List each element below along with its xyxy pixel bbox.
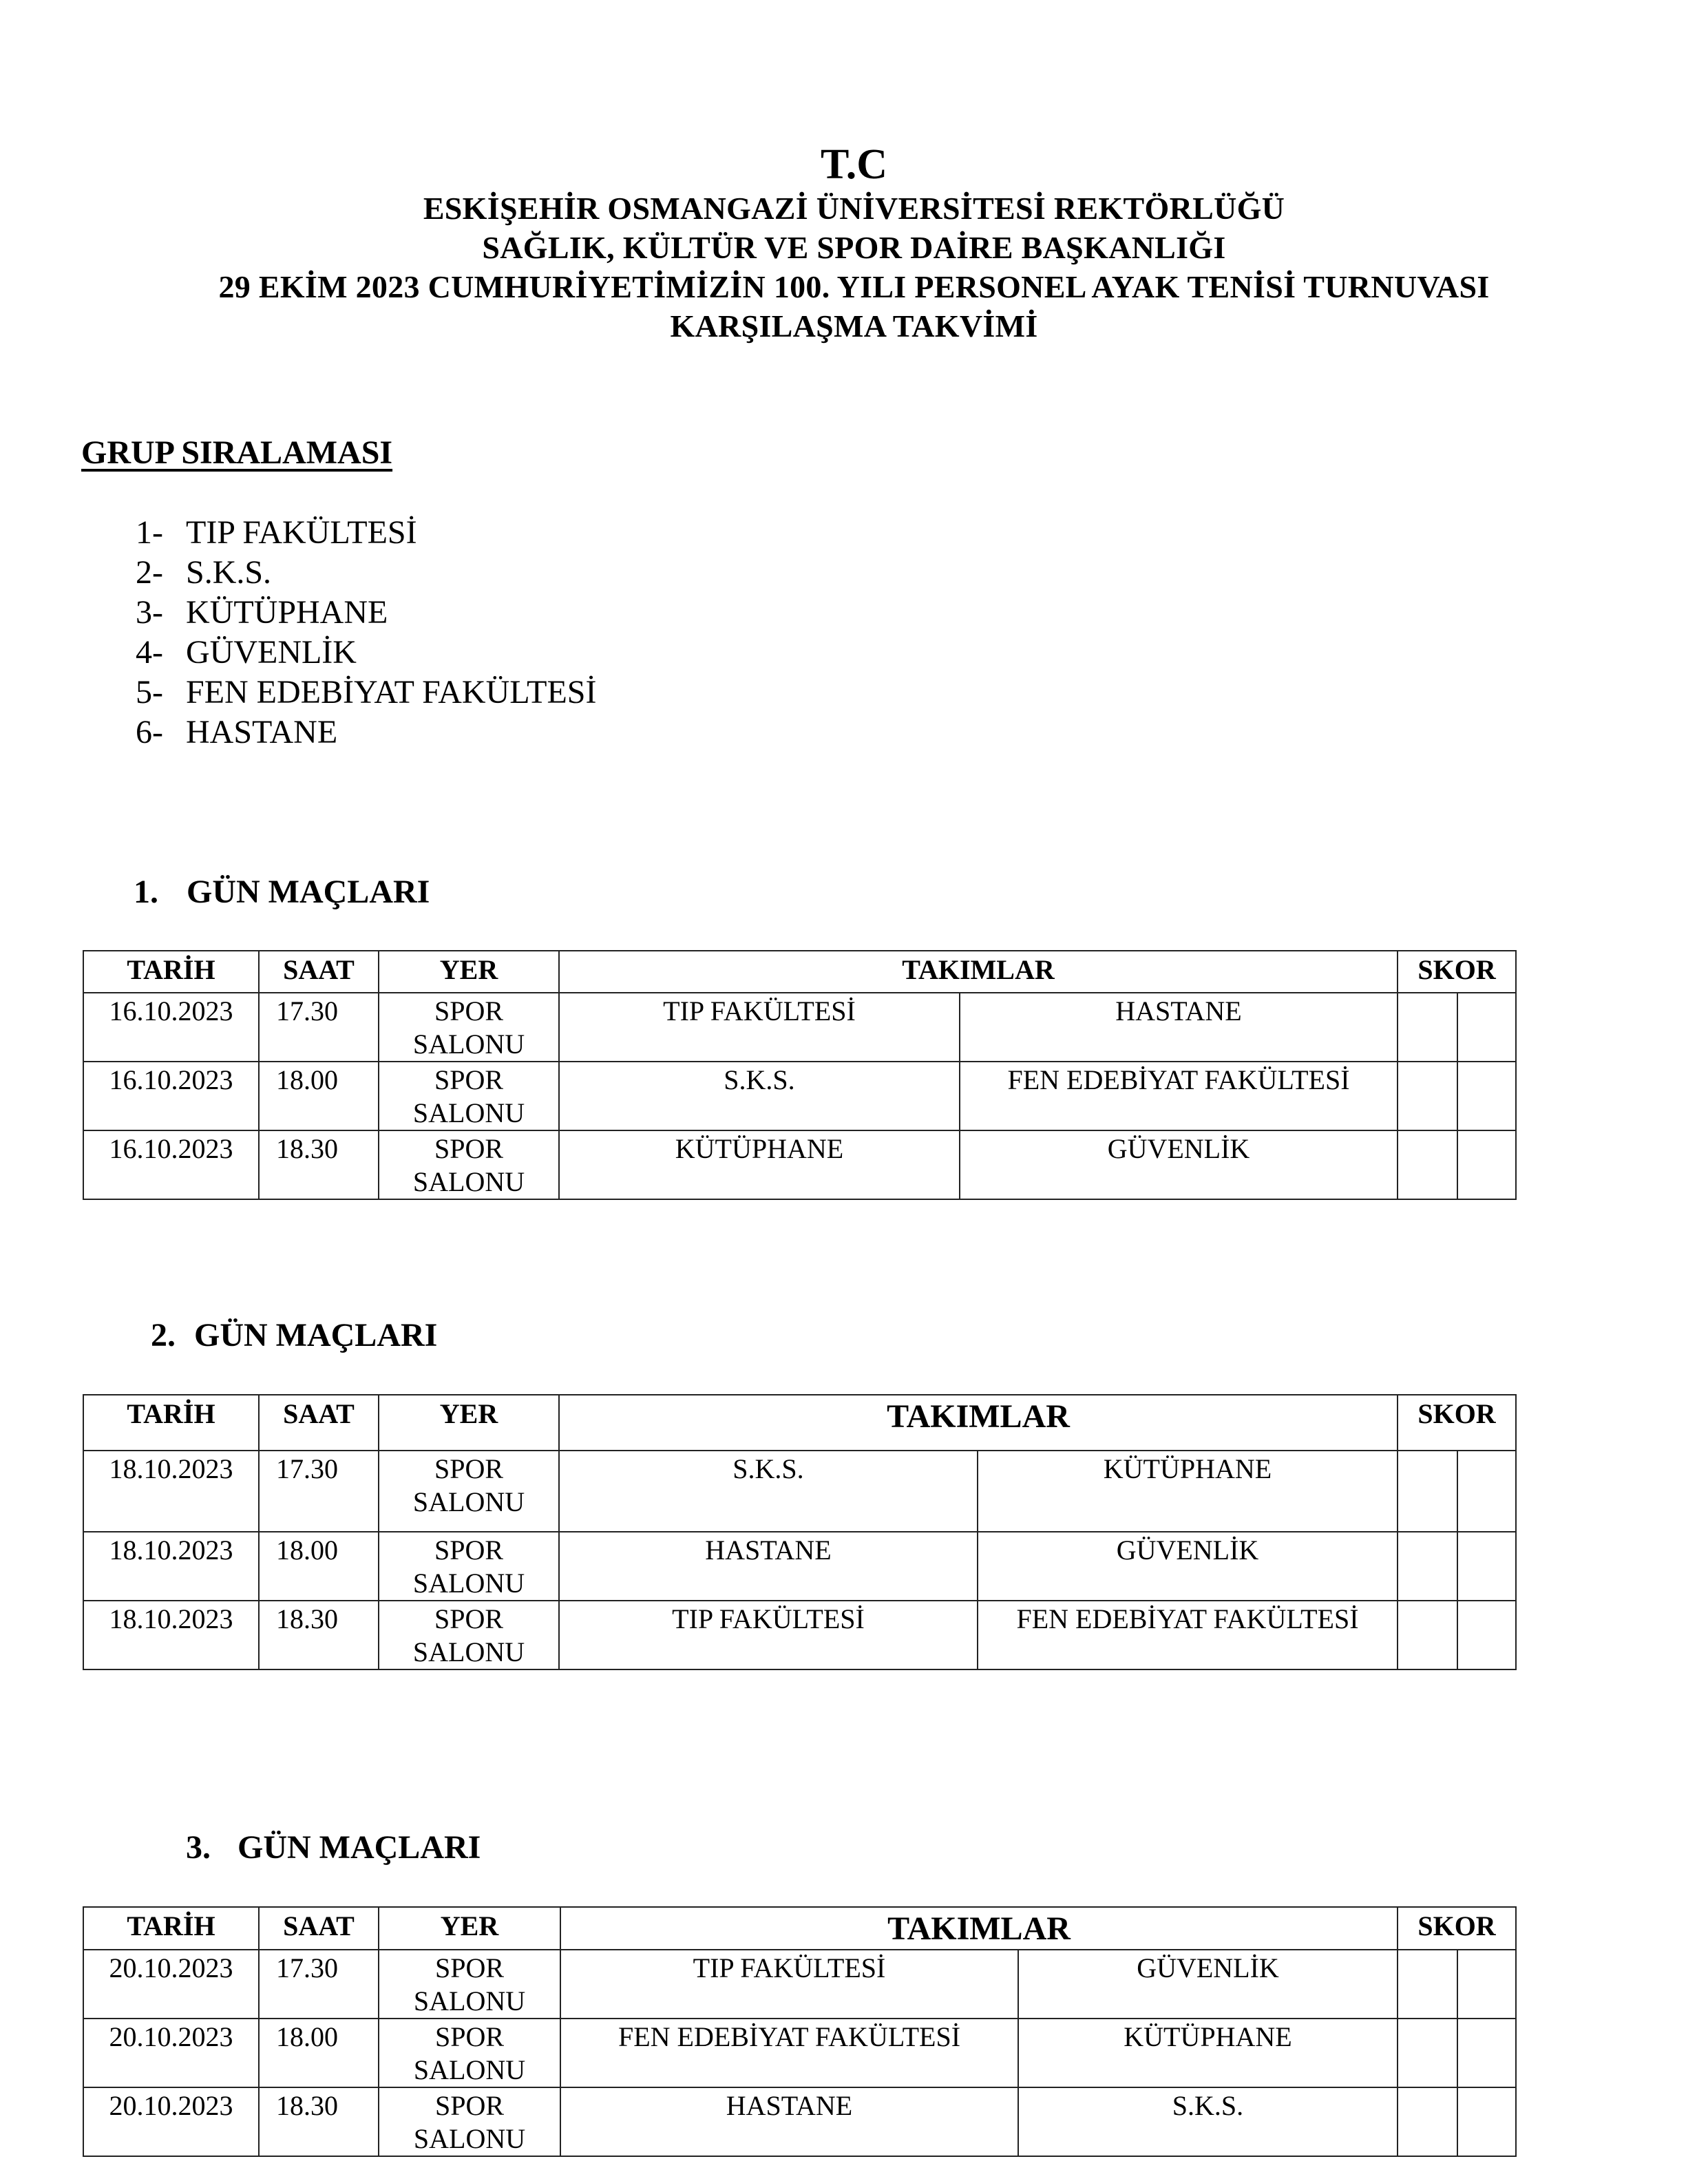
- team-away: KÜTÜPHANE: [1018, 2019, 1398, 2087]
- match-date: 16.10.2023: [83, 993, 259, 1062]
- col-saat: SAAT: [259, 1907, 379, 1950]
- match-place: [379, 1451, 559, 1532]
- match-date: 20.10.2023: [83, 2019, 259, 2087]
- team-home: TIP FAKÜLTESİ: [559, 1601, 978, 1669]
- ranking-number: 1-: [136, 514, 163, 551]
- team-away: FEN EDEBİYAT FAKÜLTESİ: [978, 1601, 1398, 1669]
- match-date: 20.10.2023: [83, 1950, 259, 2019]
- ranking-number: 5-: [136, 674, 163, 710]
- team-home: HASTANE: [560, 2087, 1018, 2156]
- team-home: S.K.S.: [559, 1451, 978, 1532]
- day-number: 3.: [186, 1829, 211, 1866]
- place-line: SPOR: [434, 1603, 504, 1634]
- place-line: SALONU: [412, 1029, 525, 1060]
- place-line: SALONU: [412, 1166, 525, 1197]
- match-row: [83, 1062, 1516, 1130]
- match-date: 18.10.2023: [83, 1601, 259, 1669]
- ranking-team: TIP FAKÜLTESİ: [186, 514, 417, 551]
- col-saat: SAAT: [259, 951, 379, 993]
- match-time: 18.30: [259, 1601, 379, 1669]
- match-row: [83, 1601, 1516, 1669]
- ranking-number: 6-: [136, 714, 163, 750]
- match-time: 18.30: [259, 1130, 379, 1199]
- ranking-number: 2-: [136, 554, 163, 591]
- team-home: TIP FAKÜLTESİ: [559, 993, 960, 1062]
- score-away[interactable]: [1457, 1062, 1516, 1130]
- day-3-table: [83, 1906, 1517, 2157]
- ranking-team: KÜTÜPHANE: [186, 594, 388, 631]
- team-home: HASTANE: [559, 1532, 978, 1601]
- place-line: SALONU: [413, 1985, 526, 2016]
- col-skor: SKOR: [1398, 1395, 1516, 1451]
- match-row: [83, 2087, 1516, 2156]
- match-place: [379, 1062, 559, 1130]
- match-date: 20.10.2023: [83, 2087, 259, 2156]
- place-line: SALONU: [412, 1486, 525, 1517]
- ranking-team: HASTANE: [186, 714, 338, 750]
- header-university: ESKİŞEHİR OSMANGAZİ ÜNİVERSİTESİ REKTÖRLÜĞÜ: [423, 191, 1285, 226]
- match-date: 16.10.2023: [83, 1130, 259, 1199]
- header-department: SAĞLIK, KÜLTÜR VE SPOR DAİRE BAŞKANLIĞI: [482, 230, 1226, 265]
- place-line: SPOR: [434, 1064, 504, 1095]
- day-title: GÜN MAÇLARI: [187, 874, 430, 910]
- match-row: [83, 2019, 1516, 2087]
- match-place: [379, 1130, 559, 1199]
- day-number: 2.: [151, 1317, 176, 1353]
- match-time: 18.00: [259, 2019, 379, 2087]
- day-1-table: [83, 950, 1517, 1200]
- team-away: GÜVENLİK: [960, 1130, 1398, 1199]
- match-place: [379, 1532, 559, 1601]
- score-home[interactable]: [1398, 2087, 1457, 2156]
- score-home[interactable]: [1398, 1532, 1457, 1601]
- col-yer: YER: [379, 1907, 560, 1950]
- match-time: 18.00: [259, 1532, 379, 1601]
- col-saat: SAAT: [259, 1395, 379, 1451]
- place-line: SALONU: [412, 1568, 525, 1599]
- team-away: KÜTÜPHANE: [978, 1451, 1398, 1532]
- header-schedule: KARŞILAŞMA TAKVİMİ: [670, 308, 1038, 344]
- score-away[interactable]: [1457, 2087, 1516, 2156]
- match-row: [83, 1950, 1516, 2019]
- place-line: SPOR: [434, 2021, 505, 2052]
- document-header: [0, 143, 1708, 346]
- day-title: GÜN MAÇLARI: [194, 1317, 438, 1353]
- day-2-table: [83, 1394, 1517, 1670]
- col-tarih: TARİH: [83, 1907, 259, 1950]
- place-line: SALONU: [413, 2123, 526, 2154]
- score-away[interactable]: [1457, 1451, 1516, 1532]
- group-ranking-title: GRUP SIRALAMASI: [81, 434, 393, 471]
- match-time: 18.30: [259, 2087, 379, 2156]
- score-away[interactable]: [1457, 2019, 1516, 2087]
- col-takimlar: TAKIMLAR: [559, 1395, 1398, 1451]
- ranking-team: FEN EDEBİYAT FAKÜLTESİ: [186, 674, 597, 710]
- place-line: SALONU: [413, 2054, 526, 2085]
- match-time: 17.30: [259, 1950, 379, 2019]
- header-tc: T.C: [820, 141, 888, 188]
- day-number: 1.: [134, 874, 158, 910]
- score-away[interactable]: [1457, 1130, 1516, 1199]
- team-away: HASTANE: [960, 993, 1398, 1062]
- score-home[interactable]: [1398, 1451, 1457, 1532]
- col-tarih: TARİH: [83, 1395, 259, 1451]
- place-line: SALONU: [412, 1636, 525, 1667]
- place-line: SPOR: [434, 2090, 505, 2121]
- col-yer: YER: [379, 1395, 559, 1451]
- match-place: [379, 993, 559, 1062]
- match-time: 17.30: [259, 1451, 379, 1532]
- team-home: KÜTÜPHANE: [559, 1130, 960, 1199]
- ranking-team: S.K.S.: [186, 554, 272, 591]
- match-date: 16.10.2023: [83, 1062, 259, 1130]
- score-home[interactable]: [1398, 1950, 1457, 2019]
- score-away[interactable]: [1457, 1950, 1516, 2019]
- score-away[interactable]: [1457, 1532, 1516, 1601]
- header-tournament: 29 EKİM 2023 CUMHURİYETİMİZİN 100. YILI PERSONEL AYAK TENİSİ TURNUVASI: [218, 269, 1490, 304]
- team-away: FEN EDEBİYAT FAKÜLTESİ: [960, 1062, 1398, 1130]
- team-away: S.K.S.: [1018, 2087, 1398, 2156]
- match-time: 17.30: [259, 993, 379, 1062]
- ranking-team: GÜVENLİK: [186, 634, 357, 671]
- place-line: SPOR: [434, 1133, 504, 1164]
- score-away[interactable]: [1457, 1601, 1516, 1669]
- col-skor: SKOR: [1398, 1907, 1516, 1950]
- score-home[interactable]: [1398, 1601, 1457, 1669]
- score-away[interactable]: [1457, 993, 1516, 1062]
- team-home: TIP FAKÜLTESİ: [560, 1950, 1018, 2019]
- match-place: [379, 1601, 559, 1669]
- col-tarih: TARİH: [83, 951, 259, 993]
- place-line: SPOR: [434, 995, 504, 1026]
- col-skor: SKOR: [1398, 951, 1516, 993]
- place-line: SALONU: [412, 1097, 525, 1128]
- place-line: SPOR: [434, 1952, 505, 1983]
- score-home[interactable]: [1398, 1130, 1457, 1199]
- day-title: GÜN MAÇLARI: [238, 1829, 481, 1866]
- col-yer: YER: [379, 951, 559, 993]
- ranking-number: 4-: [136, 634, 163, 671]
- score-home[interactable]: [1398, 993, 1457, 1062]
- match-place: [379, 2087, 560, 2156]
- score-home[interactable]: [1398, 2019, 1457, 2087]
- match-time: 18.00: [259, 1062, 379, 1130]
- match-place: [379, 1950, 560, 2019]
- place-line: SPOR: [434, 1535, 504, 1566]
- team-away: GÜVENLİK: [978, 1532, 1398, 1601]
- match-date: 18.10.2023: [83, 1532, 259, 1601]
- match-row: [83, 993, 1516, 1062]
- match-row: [83, 1130, 1516, 1199]
- col-takimlar: TAKIMLAR: [559, 951, 1398, 993]
- match-place: [379, 2019, 560, 2087]
- col-takimlar: TAKIMLAR: [560, 1907, 1398, 1950]
- team-home: FEN EDEBİYAT FAKÜLTESİ: [560, 2019, 1018, 2087]
- team-home: S.K.S.: [559, 1062, 960, 1130]
- match-date: 18.10.2023: [83, 1451, 259, 1532]
- place-line: SPOR: [434, 1453, 504, 1484]
- ranking-number: 3-: [136, 594, 163, 631]
- match-row: [83, 1532, 1516, 1601]
- team-away: GÜVENLİK: [1018, 1950, 1398, 2019]
- match-row: [83, 1451, 1516, 1532]
- score-home[interactable]: [1398, 1062, 1457, 1130]
